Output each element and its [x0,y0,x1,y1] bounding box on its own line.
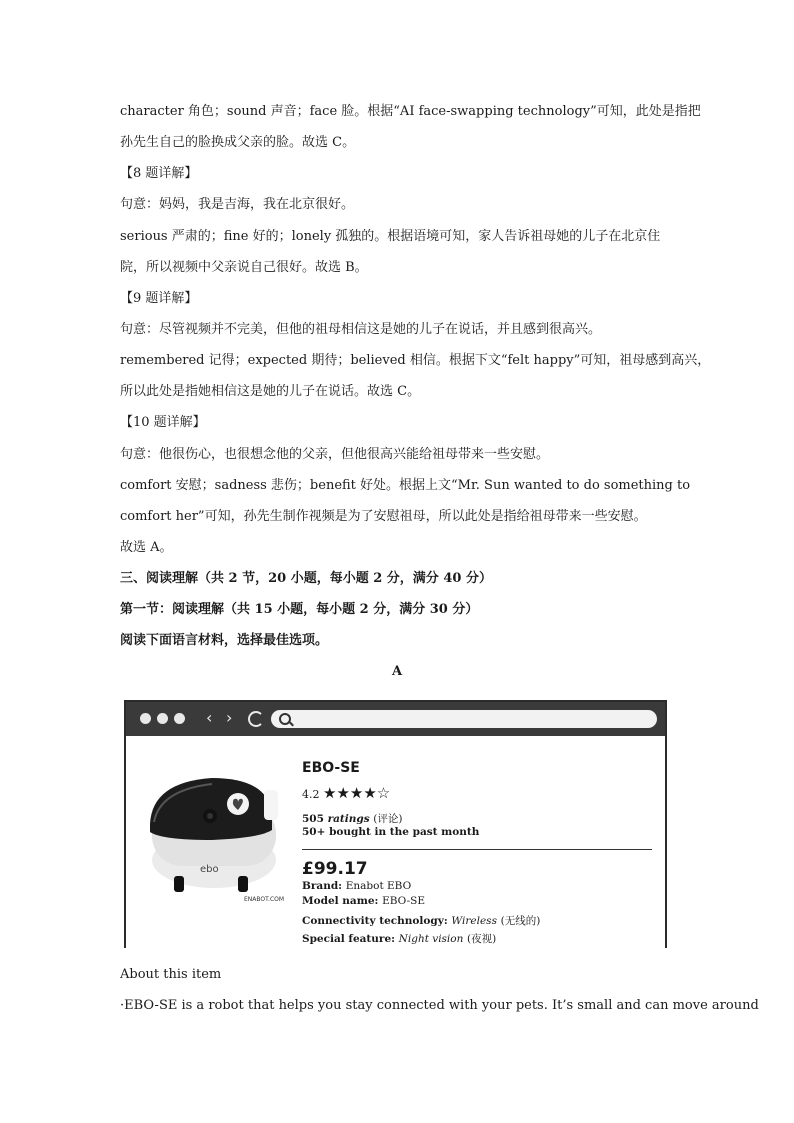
question-heading: 【8 题详解】 [120,166,198,181]
reload-icon [248,711,264,727]
address-bar [271,710,657,728]
feature-value: Night vision [398,933,464,945]
rating-row [302,784,390,802]
window-dot-icon [157,713,168,724]
text-line: 句意：他很伤心，也很想念他的父亲，但他很高兴能给祖母带来一些安慰。 [120,447,550,462]
ebo-logo: ebo [200,864,219,875]
window-dot-icon [174,713,185,724]
image-caption: ENABOT.COM [244,896,285,903]
text-line: comfort 安慰；sadness 悲伤；benefit 好处。根据上文“Mr. Sun wanted to do something to [120,478,691,493]
connectivity-label: Connectivity technology: [302,915,448,927]
text-line: remembered 记得；expected 期待；believed 相信。根据下文“felt happy”可知，祖母感到高兴， [120,353,711,368]
product-title: EBO-SE [302,760,360,776]
model-label: Model name: [302,895,379,907]
ratings-word: ratings [327,813,370,825]
text-line: 院，所以视频中父亲说自己很好。故选 B。 [120,260,368,275]
connectivity-value: Wireless [451,915,497,927]
about-heading: About this item [120,967,222,982]
about-text: ·EBO-SE is a robot that helps you stay connected with your pets. It’s small and can move around [120,998,759,1013]
model-row [302,895,425,907]
connectivity-row [302,913,540,928]
instruction: 阅读下面语言材料，选择最佳选项。 [120,633,329,648]
forward-icon: › [226,708,233,727]
section-heading: 三、阅读理解（共 2 节，20 小题，每小题 2 分，满分 40 分） [120,571,492,586]
brand-row [302,880,411,892]
text-line: 孙先生自己的脸换成父亲的脸。故选 C。 [120,135,356,150]
model-value: EBO-SE [382,895,426,907]
bought-count: 50+ bought in the past month [302,826,480,838]
feature-translation: (夜视) [467,933,497,945]
text-line: comfort her”可知，孙先生制作视频是为了安慰祖母，所以此处是指给祖母带来一些安慰。 [120,509,647,524]
passage-label: A [391,664,403,679]
brand-value: Enabot EBO [345,880,412,892]
divider [302,849,652,850]
window-dot-icon [140,713,151,724]
back-icon: ‹ [206,708,213,727]
feature-row [302,931,496,946]
star-rating-icon: ★★★★☆ [323,784,391,802]
browser-toolbar [126,702,665,736]
ratings-count [302,811,403,826]
connectivity-translation: (无线的) [500,915,541,927]
text-line: 故选 A。 [120,540,173,555]
question-heading: 【9 题详解】 [120,291,198,306]
ratings-number: 505 [302,813,324,825]
subsection-heading: 第一节：阅读理解（共 15 小题，每小题 2 分，满分 30 分） [120,602,479,617]
rating-value: 4.2 [302,788,320,801]
product-page-screenshot [124,700,667,948]
robot-image [140,764,280,896]
text-line: 所以此处是指她相信这是她的儿子在说话。故选 C。 [120,384,421,399]
text-line: serious 严肃的；fine 好的；lonely 孤独的。根据语境可知，家人告诉祖母她的儿子在北京住 [120,229,661,244]
ratings-translation: (评论) [373,813,403,825]
text-line: character 角色；sound 声音；face 脸。根据“AI face-swapping technology”可知，此处是指把 [120,104,701,119]
text-line: 句意：尽管视频并不完美，但他的祖母相信这是她的儿子在说话，并且感到很高兴。 [120,322,602,337]
text-line: 句意：妈妈，我是吉海，我在北京很好。 [120,197,355,212]
brand-label: Brand: [302,880,343,892]
question-heading: 【10 题详解】 [120,415,206,430]
search-icon [279,713,291,725]
feature-label: Special feature: [302,933,396,945]
price: £99.17 [302,859,368,879]
